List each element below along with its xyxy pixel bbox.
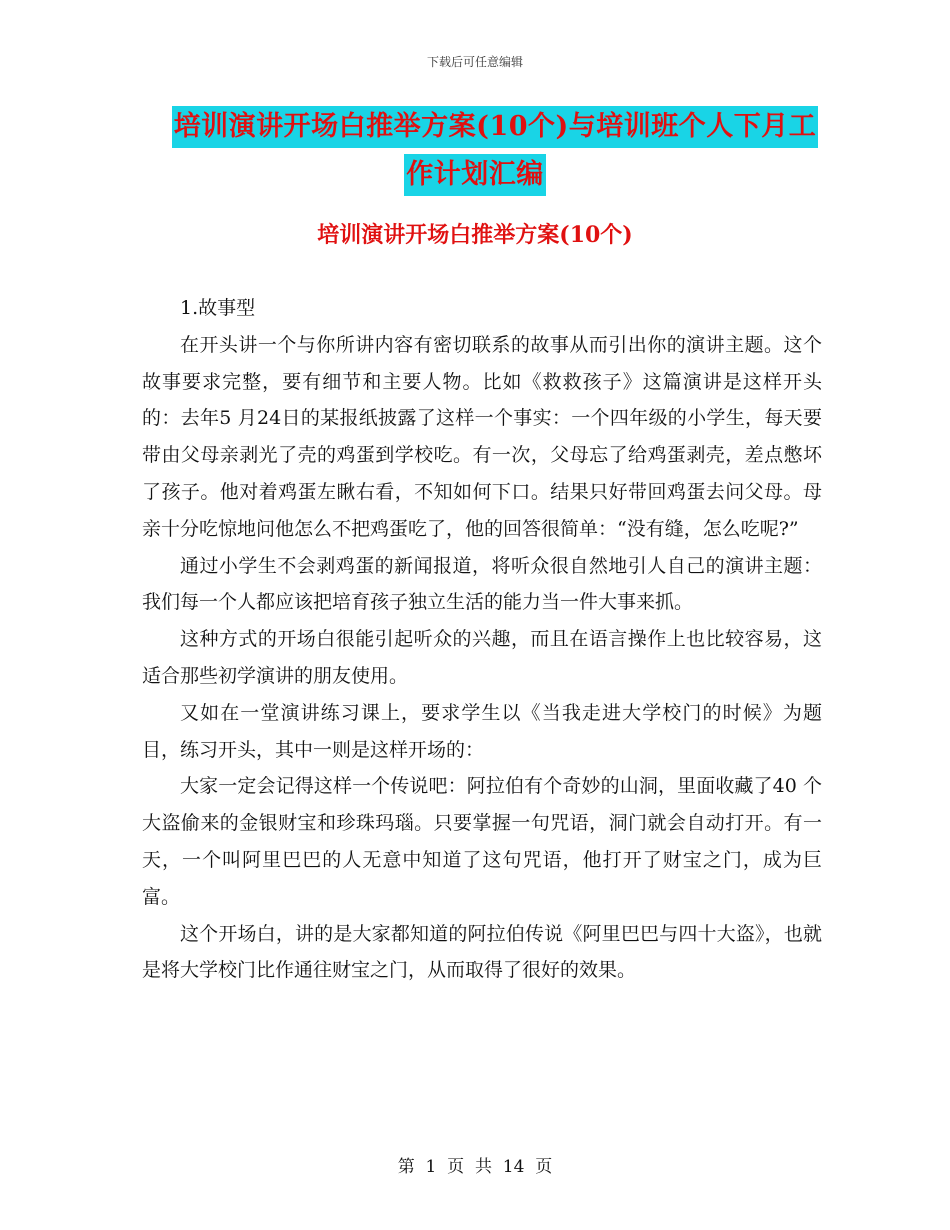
title-line-2: 作计划汇编 <box>404 154 546 196</box>
page-footer <box>0 1152 950 1177</box>
paragraph-6: 这个开场白，讲的是大家都知道的阿拉伯传说《阿里巴巴与四十大盗》，也就是将大学校门比作通往财宝之门，从而取得了很好的效果。 <box>142 922 822 982</box>
paragraph-3: 这种方式的开场白很能引起听众的兴趣，而且在语言操作上也比较容易，这适合那些初学演讲的朋友使用。 <box>142 628 822 687</box>
paragraph-2: 通过小学生不会剥鸡蛋的新闻报道，将听众很自然地引人自己的演讲主题：我们每一个人都应该把培育孩子独立生活的能力当一件大事来抓。 <box>142 554 822 614</box>
section-heading: 培训演讲开场白推举方案(10个) <box>317 222 633 248</box>
document-title <box>0 106 950 196</box>
title-line-1: 培训演讲开场白推举方案(10个)与培训班个人下月工 <box>172 106 819 148</box>
paragraph-4: 又如在一堂演讲练习课上，要求学生以《当我走进大学校门的时候》为题目，练习开头，其中一则是这样开场的： <box>142 701 822 761</box>
item-heading: 1.故事型 <box>180 297 256 319</box>
page-number: 第 1 页 共 14 页 <box>397 1157 553 1177</box>
page-header: 下载后可任意编辑 <box>426 55 523 69</box>
paragraph-1: 在开头讲一个与你所讲内容有密切联系的故事从而引出你的演讲主题。这个故事要求完整，要有细节和主要人物。比如《救救孩子》这篇演讲是这样开头的：去年5 月24日的某报纸披露了这样一个事实：一个四年级的小学生，每天要带由父母亲剥光了壳的鸡蛋到学校吃。有一次，父母忘了给鸡蛋剥壳，差点憋坏了孩子。他对着鸡蛋左瞅右看，不知如何下口。结果只好带回鸡蛋去问父母。母亲十分吃惊地问他怎么不把鸡蛋吃了，他的回答很简单：“没有缝，怎么吃呢?” <box>142 333 822 540</box>
document-body <box>142 290 822 989</box>
paragraph-5: 大家一定会记得这样一个传说吧：阿拉伯有个奇妙的山洞，里面收藏了40 个大盗偷来的金银财宝和珍珠玛瑙。只要掌握一句咒语，洞门就会自动打开。有一天，一个叫阿里巴巴的人无意中知道了这句咒语，他打开了财宝之门，成为巨富。 <box>142 775 822 908</box>
